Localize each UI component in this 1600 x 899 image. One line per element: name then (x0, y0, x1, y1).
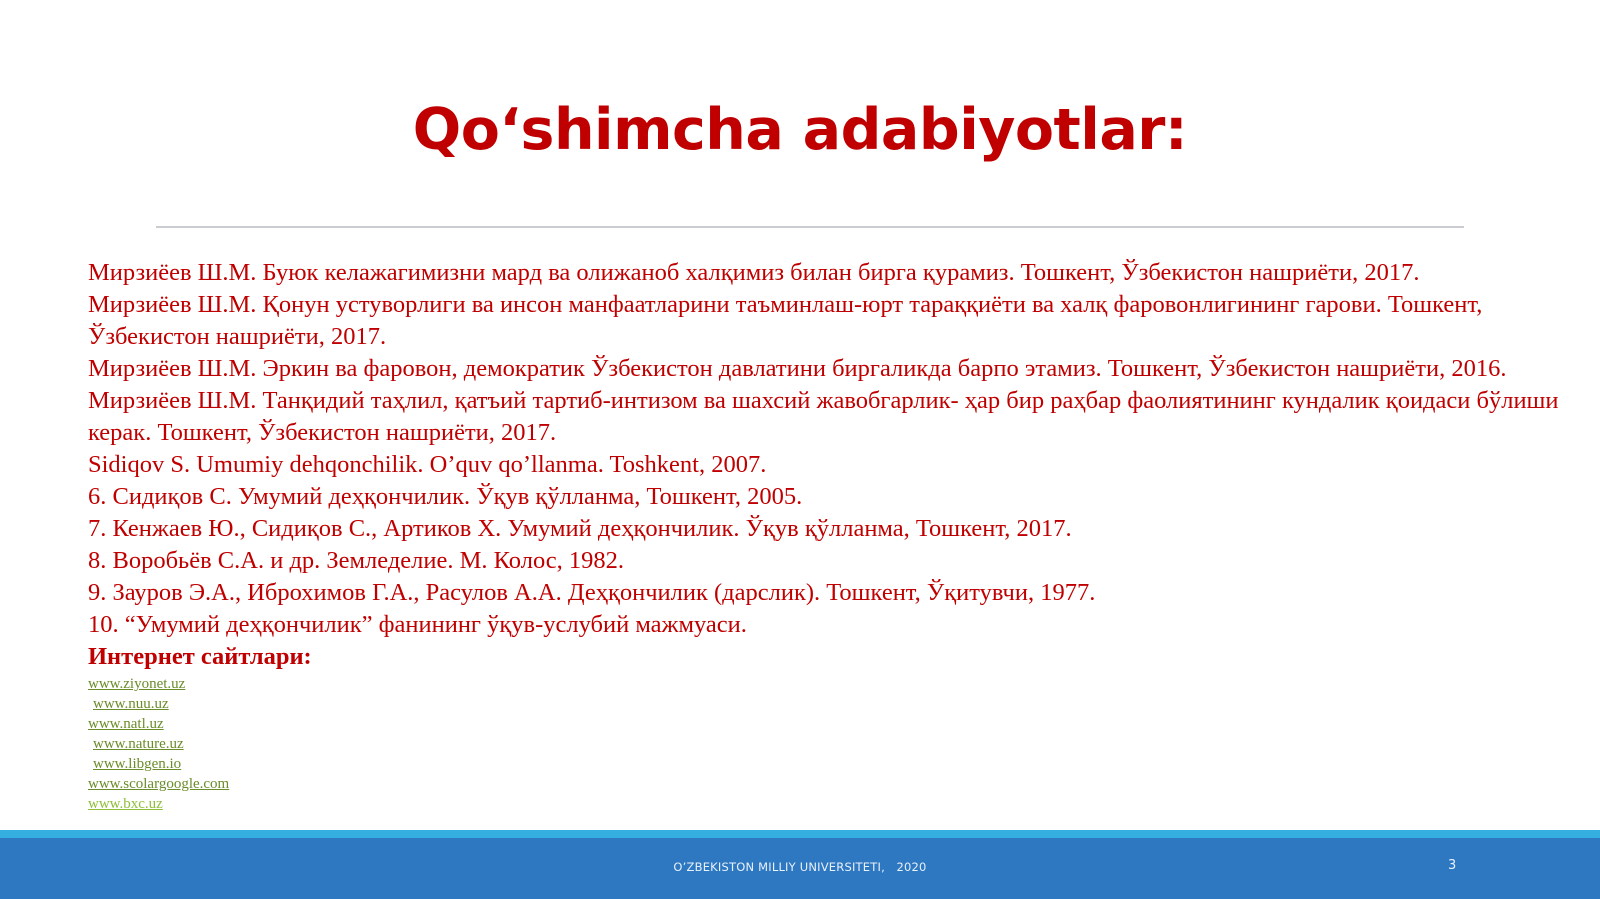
reference-item: 8. Воробьёв С.А. и др. Земледелие. М. Колос, 1982. (88, 547, 625, 574)
reference-item: 10. “Умумий деҳқончилик” фанининг ўқув-услубий мажмуаси. (88, 611, 747, 638)
internet-sites-heading: Интернет сайтлари: (88, 643, 312, 670)
link-ziyonet[interactable]: www.ziyonet.uz (88, 676, 186, 692)
link-bxc[interactable]: www.bxc.uz (88, 796, 163, 812)
link-natl[interactable]: www.natl.uz (88, 716, 164, 732)
reference-item: Мирзиёев Ш.М. Қонун устуворлиги ва инсон манфаатларини таъминлаш-юрт тараққиёти ва халқ фаровонлигининг гарови. Тошкент, Ўзбекистон нашриёти, 2017. (88, 291, 1483, 350)
reference-item: Мирзиёев Ш.М. Эркин ва фаровон, демократик Ўзбекистон давлатини биргаликда барпо этамиз. Тошкент, Ўзбекистон нашриёти, 2016. (88, 355, 1507, 382)
slide-title: Qo‘shimcha adabiyotlar: (412, 97, 1188, 163)
link-list (88, 674, 1578, 814)
references-block (88, 257, 1578, 814)
footer-bar (0, 838, 1600, 899)
page-number: 3 (1448, 858, 1457, 873)
reference-item: 7. Кенжаев Ю., Сидиқов С., Артиков Х. Умумий деҳқончилик. Ўқув қўлланма, Тошкент, 2017. (88, 515, 1072, 542)
reference-item: Мирзиёев Ш.М. Танқидий таҳлил, қатъий тартиб-интизом ва шахсий жавобгарлик- ҳар бир раҳбар фаолиятининг кундалик қоидаси бўлиши керак. Тошкент, Ўзбекистон нашриёти, 2017. (88, 387, 1559, 446)
link-libgen[interactable]: www.libgen.io (93, 756, 182, 772)
footer-accent-line (0, 830, 1600, 838)
link-nature[interactable]: www.nature.uz (93, 736, 184, 752)
title-divider (156, 226, 1464, 228)
reference-item: Мирзиёев Ш.М. Буюк келажагимизни мард ва олижаноб халқимиз билан бирга қурамиз. Тошкент, Ўзбекистон нашриёти, 2017. (88, 259, 1420, 286)
link-nuu[interactable]: www.nuu.uz (93, 696, 169, 712)
link-scolargoogle[interactable]: www.scolargoogle.com (88, 776, 230, 792)
reference-item: 9. Зауров Э.А., Иброхимов Г.А., Расулов А.А. Деҳқончилик (дарслик). Тошкент, Ўқитувчи, 1977. (88, 579, 1096, 606)
reference-item: Sidiqov S. Umumiy dehqonchilik. O’quv qo’llanma. Toshkent, 2007. (88, 451, 767, 478)
reference-item: 6. Сидиқов С. Умумий деҳқончилик. Ўқув қўлланма, Тошкент, 2005. (88, 483, 803, 510)
footer-text: O’ZBEKISTON MILLIY UNIVERSITETI, 2020 (673, 860, 927, 874)
